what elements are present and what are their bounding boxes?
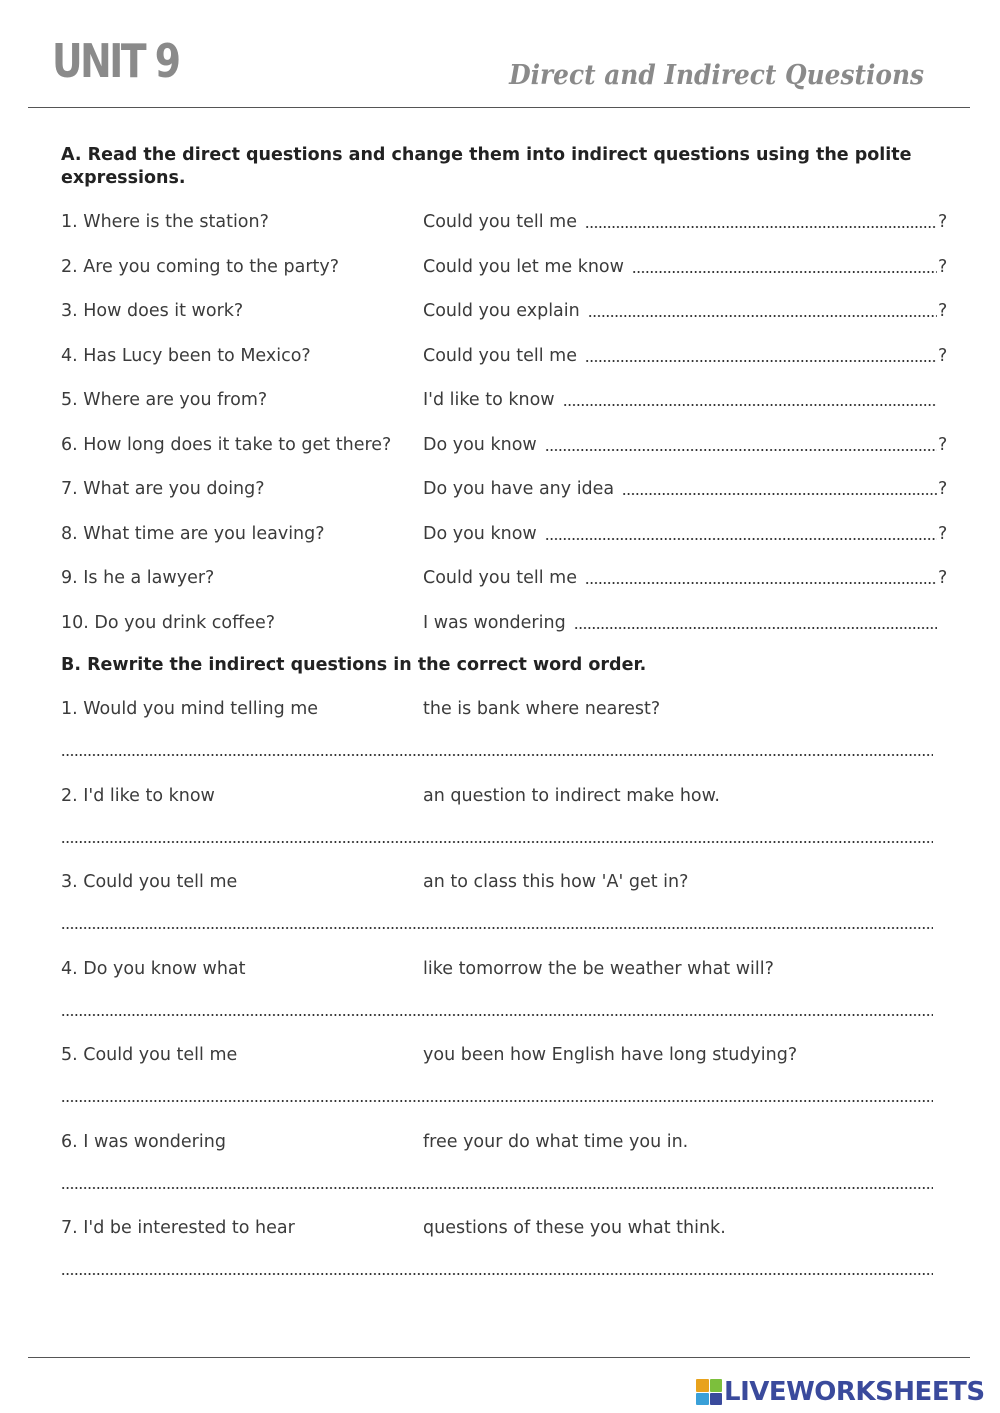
question-mark: ? [938, 568, 948, 588]
jumbled-words: like tomorrow the be weather what will? [423, 958, 774, 979]
section-a-item [61, 387, 961, 413]
question-mark: ? [938, 434, 948, 455]
jumbled-words: the is bank where nearest? [423, 699, 661, 719]
jumbled-words: an to class this how 'A' get in? [423, 872, 689, 892]
direct-question: 1. Where is the station? [61, 212, 269, 232]
answer-blank[interactable] [545, 535, 937, 543]
sentence-start: 4. Do you know what [61, 958, 246, 979]
sentence-start: 3. Could you tell me [61, 872, 238, 892]
sentence-start: 7. I'd be interested to hear [61, 1218, 295, 1238]
answer-blank[interactable] [574, 624, 937, 632]
sentence-start: 1. Would you mind telling me [61, 699, 319, 719]
polite-expression: Do you know [423, 434, 537, 455]
answer-line[interactable] [61, 1096, 933, 1106]
section-b-item [61, 696, 961, 722]
sentence-start: 6. I was wondering [61, 1131, 226, 1152]
answer-blank[interactable] [563, 401, 937, 409]
question-mark: ? [938, 345, 948, 366]
topic-title: Direct and Indirect Questions [509, 60, 924, 91]
question-mark: ? [938, 256, 948, 277]
answer-blank[interactable] [622, 490, 937, 498]
jumbled-words: an question to indirect make how. [423, 785, 720, 806]
logo-text: LIVEWORKSHEETS [724, 1377, 985, 1407]
logo-icon [696, 1379, 722, 1405]
direct-question: 4. Has Lucy been to Mexico? [61, 345, 311, 366]
section-a-item [61, 565, 961, 591]
section-b-item [61, 1042, 961, 1068]
polite-expression: I was wondering [423, 612, 566, 633]
polite-expression: Do you have any idea [423, 479, 615, 499]
sentence-start: 5. Could you tell me [61, 1045, 238, 1065]
answer-line[interactable] [61, 1010, 933, 1020]
question-mark: ? [938, 212, 948, 232]
jumbled-words: questions of these you what think. [423, 1218, 726, 1238]
direct-question: 2. Are you coming to the party? [61, 256, 340, 277]
sentence-start: 2. I'd like to know [61, 785, 215, 806]
polite-expression: Could you tell me [423, 345, 577, 366]
section-a-item [61, 610, 961, 636]
direct-question: 8. What time are you leaving? [61, 523, 325, 544]
section-b-item [61, 956, 961, 982]
footer-divider [28, 1357, 970, 1358]
direct-question: 10. Do you drink coffee? [61, 612, 276, 633]
direct-question: 9. Is he a lawyer? [61, 568, 215, 588]
answer-blank[interactable] [585, 579, 937, 587]
section-a-item [61, 298, 961, 324]
section-a-item [61, 432, 961, 458]
direct-question: 3. How does it work? [61, 301, 244, 321]
direct-question: 7. What are you doing? [61, 479, 265, 499]
section-b-instruction: B. Rewrite the indirect questions in the correct word order. [61, 655, 647, 675]
answer-blank[interactable] [545, 446, 937, 454]
question-mark: ? [938, 523, 948, 544]
answer-line[interactable] [61, 750, 933, 760]
question-mark: ? [938, 301, 948, 321]
section-b-item [61, 783, 961, 809]
section-a-item [61, 521, 961, 547]
answer-line[interactable] [61, 1183, 933, 1193]
polite-expression: Could you tell me [423, 212, 577, 232]
answer-line[interactable] [61, 837, 933, 847]
polite-expression: Could you explain [423, 301, 580, 321]
answer-blank[interactable] [588, 312, 937, 320]
direct-question: 6. How long does it take to get there? [61, 434, 392, 455]
answer-line[interactable] [61, 1269, 933, 1279]
header-divider [28, 107, 970, 108]
answer-line[interactable] [61, 923, 933, 933]
answer-blank[interactable] [585, 223, 937, 231]
unit-title: UNIT 9 [52, 34, 179, 88]
answer-blank[interactable] [632, 268, 937, 276]
polite-expression: I'd like to know [423, 390, 555, 410]
polite-expression: Could you let me know [423, 256, 624, 277]
section-a-item [61, 209, 961, 235]
section-b-item [61, 869, 961, 895]
answer-blank[interactable] [585, 357, 937, 365]
section-a-item [61, 476, 961, 502]
section-a-item [61, 254, 961, 280]
direct-question: 5. Where are you from? [61, 390, 268, 410]
polite-expression: Could you tell me [423, 568, 577, 588]
jumbled-words: free your do what time you in. [423, 1131, 689, 1152]
liveworksheets-logo[interactable] [696, 1377, 985, 1407]
jumbled-words: you been how English have long studying? [423, 1045, 798, 1065]
section-a-instruction: A. Read the direct questions and change them into indirect questions using the polite expressions. [61, 145, 912, 188]
question-mark: ? [938, 479, 948, 499]
polite-expression: Do you know [423, 523, 537, 544]
section-a-item [61, 343, 961, 369]
section-b-item [61, 1215, 961, 1241]
section-b-item [61, 1129, 961, 1155]
